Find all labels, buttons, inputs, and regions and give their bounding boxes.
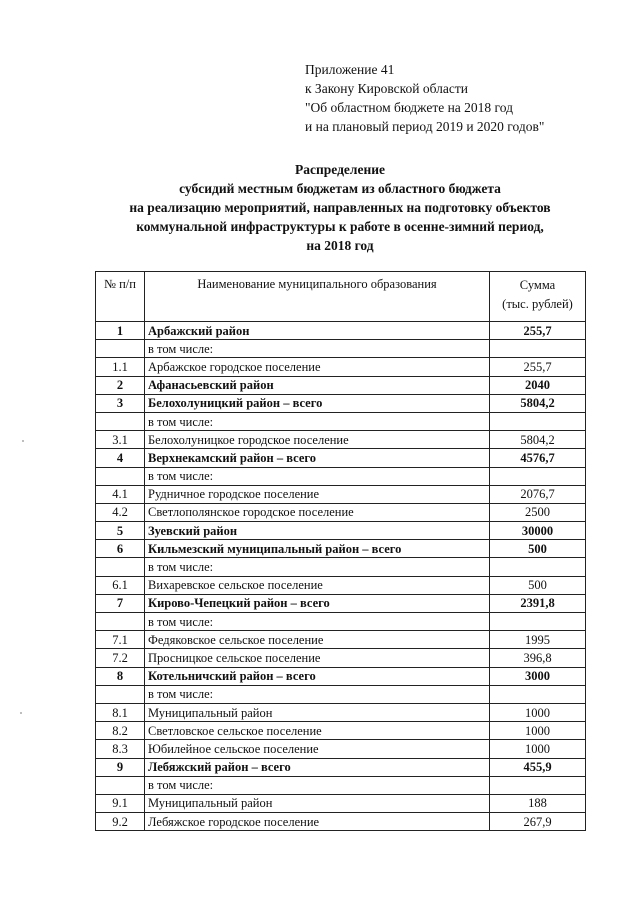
row-sum: 2500 (490, 503, 586, 521)
table-row (96, 467, 586, 485)
row-sum: 1000 (490, 722, 586, 740)
row-num: 9.1 (96, 794, 145, 812)
table-row (96, 322, 586, 340)
table-row (96, 449, 586, 467)
appendix-line: и на плановый период 2019 и 2020 годов" (305, 119, 545, 134)
row-name: Белохолуницкое городское поселение (145, 431, 490, 449)
row-sum (490, 412, 586, 430)
row-sum (490, 776, 586, 794)
title-line: Распределение (294, 162, 386, 177)
row-num (96, 467, 145, 485)
row-sum: 255,7 (490, 358, 586, 376)
table-row (96, 776, 586, 794)
row-num (96, 685, 145, 703)
row-name: Светлополянское городское поселение (145, 503, 490, 521)
row-num (96, 776, 145, 794)
row-name: Рудничное городское поселение (145, 485, 490, 503)
table-row (96, 558, 586, 576)
title-line: коммунальной инфраструктуры к работе в осенне-зимний период, (136, 219, 544, 234)
table-row (96, 412, 586, 430)
row-sum: 5804,2 (490, 394, 586, 412)
row-name: Верхнекамский район – всего (145, 449, 490, 467)
header-num: № п/п (96, 272, 145, 322)
row-sum (490, 340, 586, 358)
document-title (95, 160, 585, 255)
header-sum-line2: (тыс. рублей) (502, 297, 573, 311)
row-sum: 3000 (490, 667, 586, 685)
row-name: Лебяжское городское поселение (145, 813, 490, 831)
row-sum: 396,8 (490, 649, 586, 667)
row-sum: 5804,2 (490, 431, 586, 449)
row-num: 2 (96, 376, 145, 394)
table-row (96, 485, 586, 503)
row-num (96, 340, 145, 358)
row-name: Кирово-Чепецкий район – всего (145, 594, 490, 612)
row-sum (490, 613, 586, 631)
appendix-header (305, 60, 544, 136)
row-sum: 267,9 (490, 813, 586, 831)
table-row (96, 576, 586, 594)
row-num (96, 412, 145, 430)
row-name: в том числе: (145, 340, 490, 358)
row-num: 8.2 (96, 722, 145, 740)
table-row (96, 813, 586, 831)
table-row (96, 340, 586, 358)
row-num: 9.2 (96, 813, 145, 831)
row-sum: 4576,7 (490, 449, 586, 467)
appendix-line: "Об областном бюджете на 2018 год (305, 100, 513, 115)
table-body (96, 322, 586, 831)
row-name: в том числе: (145, 776, 490, 794)
row-name: Муниципальный район (145, 703, 490, 721)
row-num (96, 558, 145, 576)
row-sum: 2076,7 (490, 485, 586, 503)
table-row (96, 394, 586, 412)
table-row (96, 794, 586, 812)
row-num: 1 (96, 322, 145, 340)
header-name: Наименование муниципального образования (145, 272, 490, 322)
row-name: Просницкое сельское поселение (145, 649, 490, 667)
row-sum: 1000 (490, 703, 586, 721)
subsidy-table (95, 271, 586, 831)
table-row (96, 703, 586, 721)
row-sum (490, 685, 586, 703)
row-num: 8.3 (96, 740, 145, 758)
row-name: Афанасьевский район (145, 376, 490, 394)
scan-speck (22, 440, 24, 442)
table-row (96, 758, 586, 776)
table-row (96, 503, 586, 521)
row-name: Юбилейное сельское поселение (145, 740, 490, 758)
table-row (96, 667, 586, 685)
row-num: 6.1 (96, 576, 145, 594)
row-num: 3.1 (96, 431, 145, 449)
table-row (96, 649, 586, 667)
row-name: Муниципальный район (145, 794, 490, 812)
row-num: 4 (96, 449, 145, 467)
row-num: 9 (96, 758, 145, 776)
row-name: Котельничский район – всего (145, 667, 490, 685)
row-num: 7.1 (96, 631, 145, 649)
row-sum (490, 558, 586, 576)
row-name: в том числе: (145, 558, 490, 576)
row-name: Белохолуницкий район – всего (145, 394, 490, 412)
table-row (96, 431, 586, 449)
row-name: в том числе: (145, 613, 490, 631)
header-sum (490, 272, 586, 322)
row-name: в том числе: (145, 685, 490, 703)
row-sum: 255,7 (490, 322, 586, 340)
row-num: 6 (96, 540, 145, 558)
row-num: 7.2 (96, 649, 145, 667)
row-num: 4.1 (96, 485, 145, 503)
row-num: 1.1 (96, 358, 145, 376)
row-name: Светловское сельское поселение (145, 722, 490, 740)
appendix-line: Приложение 41 (305, 62, 395, 77)
table-row (96, 613, 586, 631)
table-row (96, 685, 586, 703)
title-line: на 2018 год (306, 238, 374, 253)
row-name: Кильмезский муниципальный район – всего (145, 540, 490, 558)
row-sum: 455,9 (490, 758, 586, 776)
header-sum-line1: Сумма (519, 278, 556, 292)
row-sum: 188 (490, 794, 586, 812)
row-num: 4.2 (96, 503, 145, 521)
title-line: на реализацию мероприятий, направленных на подготовку объектов (129, 200, 551, 215)
scan-speck (20, 712, 22, 714)
title-line: субсидий местным бюджетам из областного бюджета (179, 181, 501, 196)
table-row (96, 540, 586, 558)
row-sum: 2391,8 (490, 594, 586, 612)
row-name: Арбажское городское поселение (145, 358, 490, 376)
table-header-row (96, 272, 586, 322)
table-row (96, 522, 586, 540)
row-name: в том числе: (145, 412, 490, 430)
table-row (96, 631, 586, 649)
row-sum (490, 467, 586, 485)
row-num: 5 (96, 522, 145, 540)
row-sum: 1000 (490, 740, 586, 758)
table-row (96, 722, 586, 740)
row-sum: 500 (490, 540, 586, 558)
row-num (96, 613, 145, 631)
row-name: Лебяжский район – всего (145, 758, 490, 776)
row-sum: 30000 (490, 522, 586, 540)
row-name: в том числе: (145, 467, 490, 485)
row-name: Федяковское сельское поселение (145, 631, 490, 649)
row-num: 7 (96, 594, 145, 612)
row-num: 8.1 (96, 703, 145, 721)
row-sum: 1995 (490, 631, 586, 649)
row-num: 3 (96, 394, 145, 412)
table-row (96, 740, 586, 758)
row-name: Зуевский район (145, 522, 490, 540)
row-num: 8 (96, 667, 145, 685)
table-row (96, 594, 586, 612)
row-sum: 2040 (490, 376, 586, 394)
table-row (96, 376, 586, 394)
appendix-line: к Закону Кировской области (305, 81, 469, 96)
row-name: Вихаревское сельское поселение (145, 576, 490, 594)
row-name: Арбажский район (145, 322, 490, 340)
row-sum: 500 (490, 576, 586, 594)
table-row (96, 358, 586, 376)
